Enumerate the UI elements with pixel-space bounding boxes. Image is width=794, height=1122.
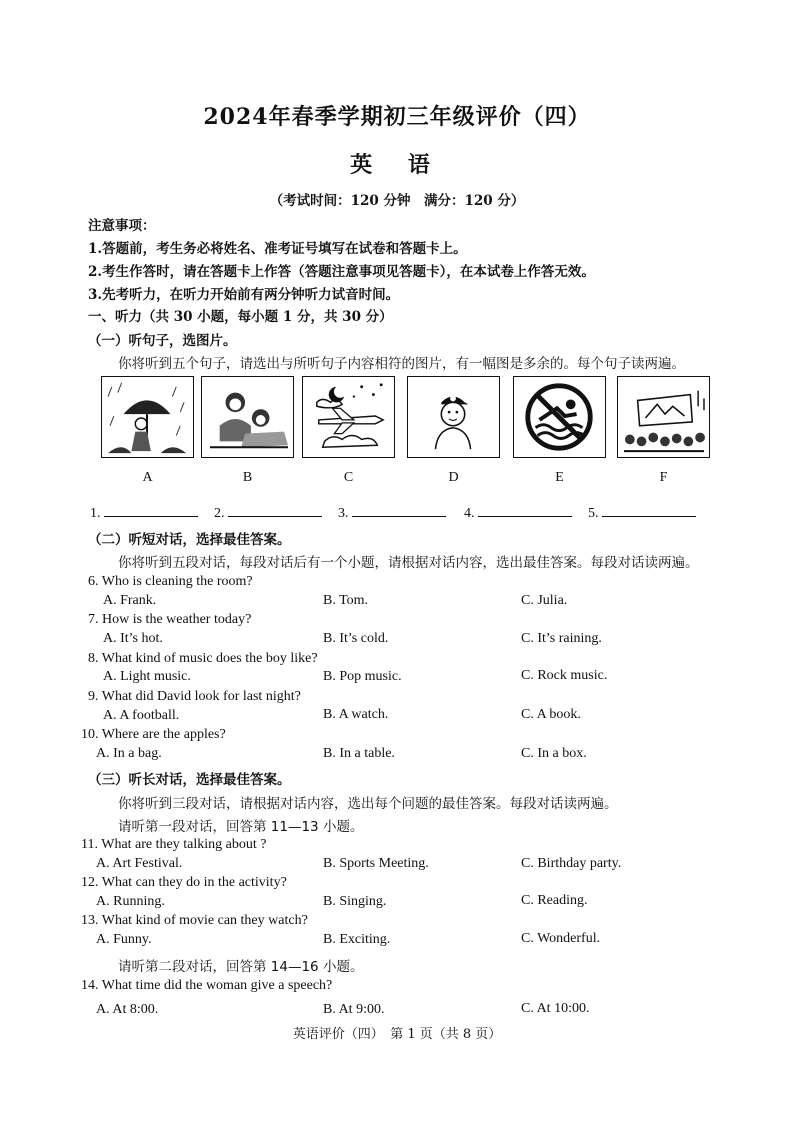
subject-title: 英 语 xyxy=(350,152,444,178)
part1-heading: 一、听力（共 30 小题，每小题 1 分，共 30 分） xyxy=(88,309,393,325)
option-b[interactable]: B. In a table. xyxy=(323,746,395,761)
option-b[interactable]: B. A watch. xyxy=(323,707,389,722)
option-b[interactable]: B. It’s cold. xyxy=(323,631,389,646)
option-a[interactable]: A. A football. xyxy=(103,708,180,723)
flowers-sign-icon xyxy=(617,376,710,458)
option-a[interactable]: A. At 8:00. xyxy=(96,1002,159,1017)
picture-label: F xyxy=(659,470,668,485)
note-item: 3.先考听力，在听力开始前有两分钟听力试音时间。 xyxy=(88,287,400,303)
question-text: 11. What are they talking about ? xyxy=(81,837,267,852)
answer-blank-2[interactable] xyxy=(214,502,322,522)
boy-cap-icon xyxy=(407,376,500,458)
page-title: 2024年春季学期初三年级评价（四） xyxy=(203,104,591,130)
blank-number: 4. xyxy=(464,506,475,521)
picture-label: B xyxy=(242,470,253,485)
blank-number: 2. xyxy=(214,506,225,521)
section1-instruction: 你将听到五个句子，请选出与所听句子内容相符的图片，有一幅图是多余的。每个句子读两遍。 xyxy=(118,356,685,372)
question-text: 7. How is the weather today? xyxy=(88,612,252,627)
section2-heading: （二）听短对话，选择最佳答案。 xyxy=(88,532,291,548)
option-a[interactable]: A. Frank. xyxy=(103,593,157,608)
option-a[interactable]: A. Art Festival. xyxy=(96,856,183,871)
option-b[interactable]: B. Tom. xyxy=(323,593,369,608)
question-text: 14. What time did the woman give a speech? xyxy=(81,978,333,993)
reading-girls-icon xyxy=(201,376,294,458)
option-a[interactable]: A. Light music. xyxy=(103,669,191,684)
question-text: 8. What kind of music does the boy like? xyxy=(88,651,318,666)
section2-instruction: 你将听到五段对话，每段对话后有一个小题，请根据对话内容，选出最佳答案。每段对话读两遍。 xyxy=(118,555,699,571)
page-footer: 英语评价（四） 第 1 页（共 8 页） xyxy=(292,1027,502,1042)
option-c[interactable]: C. Julia. xyxy=(521,593,568,608)
option-b[interactable]: B. Pop music. xyxy=(323,669,402,684)
notes-heading: 注意事项： xyxy=(88,218,156,234)
option-a[interactable]: A. Funny. xyxy=(96,932,152,947)
blank-number: 3. xyxy=(338,506,349,521)
option-a[interactable]: A. Running. xyxy=(96,894,165,909)
picture-label: C xyxy=(343,470,354,485)
picture-label: E xyxy=(555,470,564,485)
section1-heading: （一）听句子，选图片。 xyxy=(88,333,237,349)
exam-info: （考试时间：120 分钟 满分：120 分） xyxy=(269,193,525,209)
question-text: 10. Where are the apples? xyxy=(81,727,226,742)
dialog1-instruction: 请听第一段对话，回答第 11—13 小题。 xyxy=(118,819,364,835)
option-b[interactable]: B. Sports Meeting. xyxy=(323,856,429,871)
option-b[interactable]: B. Singing. xyxy=(323,894,387,909)
option-c[interactable]: C. A book. xyxy=(521,707,581,722)
answer-blank-3[interactable] xyxy=(338,502,446,522)
section3-instruction: 你将听到三段对话，请根据对话内容，选出每个问题的最佳答案。每段对话读两遍。 xyxy=(118,796,618,812)
option-c[interactable]: C. Reading. xyxy=(521,893,588,908)
question-text: 9. What did David look for last night? xyxy=(88,689,301,704)
option-c[interactable]: C. At 10:00. xyxy=(521,1001,590,1016)
option-c[interactable]: C. Birthday party. xyxy=(521,856,622,871)
option-a[interactable]: A. In a bag. xyxy=(96,746,162,761)
option-a[interactable]: A. It’s hot. xyxy=(103,631,163,646)
blank-number: 1. xyxy=(90,506,101,521)
section3-heading: （三）听长对话，选择最佳答案。 xyxy=(88,772,291,788)
question-text: 13. What kind of movie can they watch? xyxy=(81,913,308,928)
answer-blank-4[interactable] xyxy=(464,502,572,522)
note-item: 2.考生作答时，请在答题卡上作答（答题注意事项见答题卡），在本试卷上作答无效。 xyxy=(88,264,595,280)
option-c[interactable]: C. In a box. xyxy=(521,746,587,761)
picture-label: D xyxy=(448,470,459,485)
note-item: 1.答题前，考生务必将姓名、准考证号填写在试卷和答题卡上。 xyxy=(88,241,467,257)
option-c[interactable]: C. Rock music. xyxy=(521,668,608,683)
picture-label: A xyxy=(142,470,153,485)
dialog2-instruction: 请听第二段对话，回答第 14—16 小题。 xyxy=(118,959,364,975)
option-c[interactable]: C. Wonderful. xyxy=(521,931,601,946)
answer-blank-5[interactable] xyxy=(588,502,696,522)
question-text: 6. Who is cleaning the room? xyxy=(88,574,253,589)
option-b[interactable]: B. At 9:00. xyxy=(323,1002,385,1017)
question-text: 12. What can they do in the activity? xyxy=(81,875,287,890)
no-swimming-icon xyxy=(513,376,606,458)
blank-number: 5. xyxy=(588,506,599,521)
answer-blank-1[interactable] xyxy=(90,502,198,522)
rain-umbrella-icon xyxy=(101,376,194,458)
airplane-clouds-icon xyxy=(302,376,395,458)
option-b[interactable]: B. Exciting. xyxy=(323,932,391,947)
option-c[interactable]: C. It’s raining. xyxy=(521,631,602,646)
